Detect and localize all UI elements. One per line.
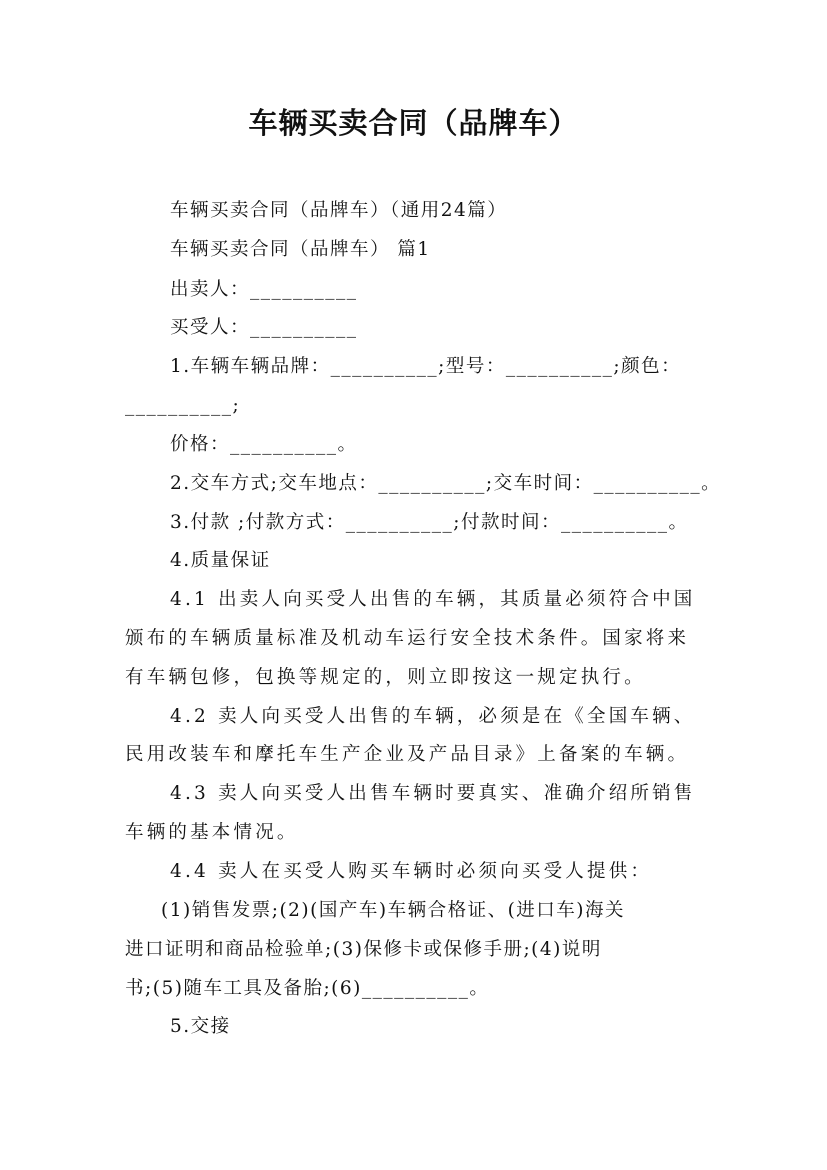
body-line: (1)销售发票;(2)(国产车)车辆合格证、(进口车)海关	[161, 900, 626, 921]
clause-line: __________;	[125, 395, 241, 416]
section-heading-line: 车辆买卖合同（品牌车） 篇1	[170, 239, 431, 260]
body-line: 4.1 出卖人向买受人出售的车辆，其质量必须符合中国	[170, 589, 696, 610]
body-line: 民用改装车和摩托车生产企业及产品目录》上备案的车辆。	[125, 744, 690, 765]
body-line: 4.2 卖人向买受人出售的车辆，必须是在《全国车辆、	[170, 706, 696, 727]
clause-heading-line: 5.交接	[170, 1016, 231, 1037]
clause-line: 价格：__________。	[170, 434, 358, 455]
clause-line: 2.交车方式;交车地点：__________;交车时间：__________。	[170, 473, 722, 494]
body-line: 书;(5)随车工具及备胎;(6)__________。	[125, 978, 490, 999]
clause-line: 1.车辆车辆品牌：__________;型号：__________;颜色：	[170, 356, 682, 377]
subtitle-line: 车辆买卖合同（品牌车）（通用24篇）	[170, 200, 508, 221]
body-line: 4.4 卖人在买受人购买车辆时必须向买受人提供：	[170, 861, 653, 882]
document-title: 车辆买卖合同（品牌车）	[248, 106, 579, 140]
clause-heading-line: 4.质量保证	[170, 550, 271, 571]
buyer-line: 买受人：__________	[170, 317, 358, 338]
seller-line: 出卖人：__________	[170, 279, 358, 300]
body-line: 有车辆包修，包换等规定的，则立即按这一规定执行。	[125, 667, 646, 688]
body-line: 颁布的车辆质量标准及机动车运行安全技术条件。国家将来	[125, 628, 690, 649]
clause-line: 3.付款 ;付款方式：__________;付款时间：__________。	[170, 512, 689, 533]
body-line: 进口证明和商品检验单;(3)保修卡或保修手册;(4)说明	[125, 939, 602, 960]
body-line: 4.3 卖人向买受人出售车辆时要真实、准确介绍所销售	[170, 783, 696, 804]
body-line: 车辆的基本情况。	[125, 822, 299, 843]
